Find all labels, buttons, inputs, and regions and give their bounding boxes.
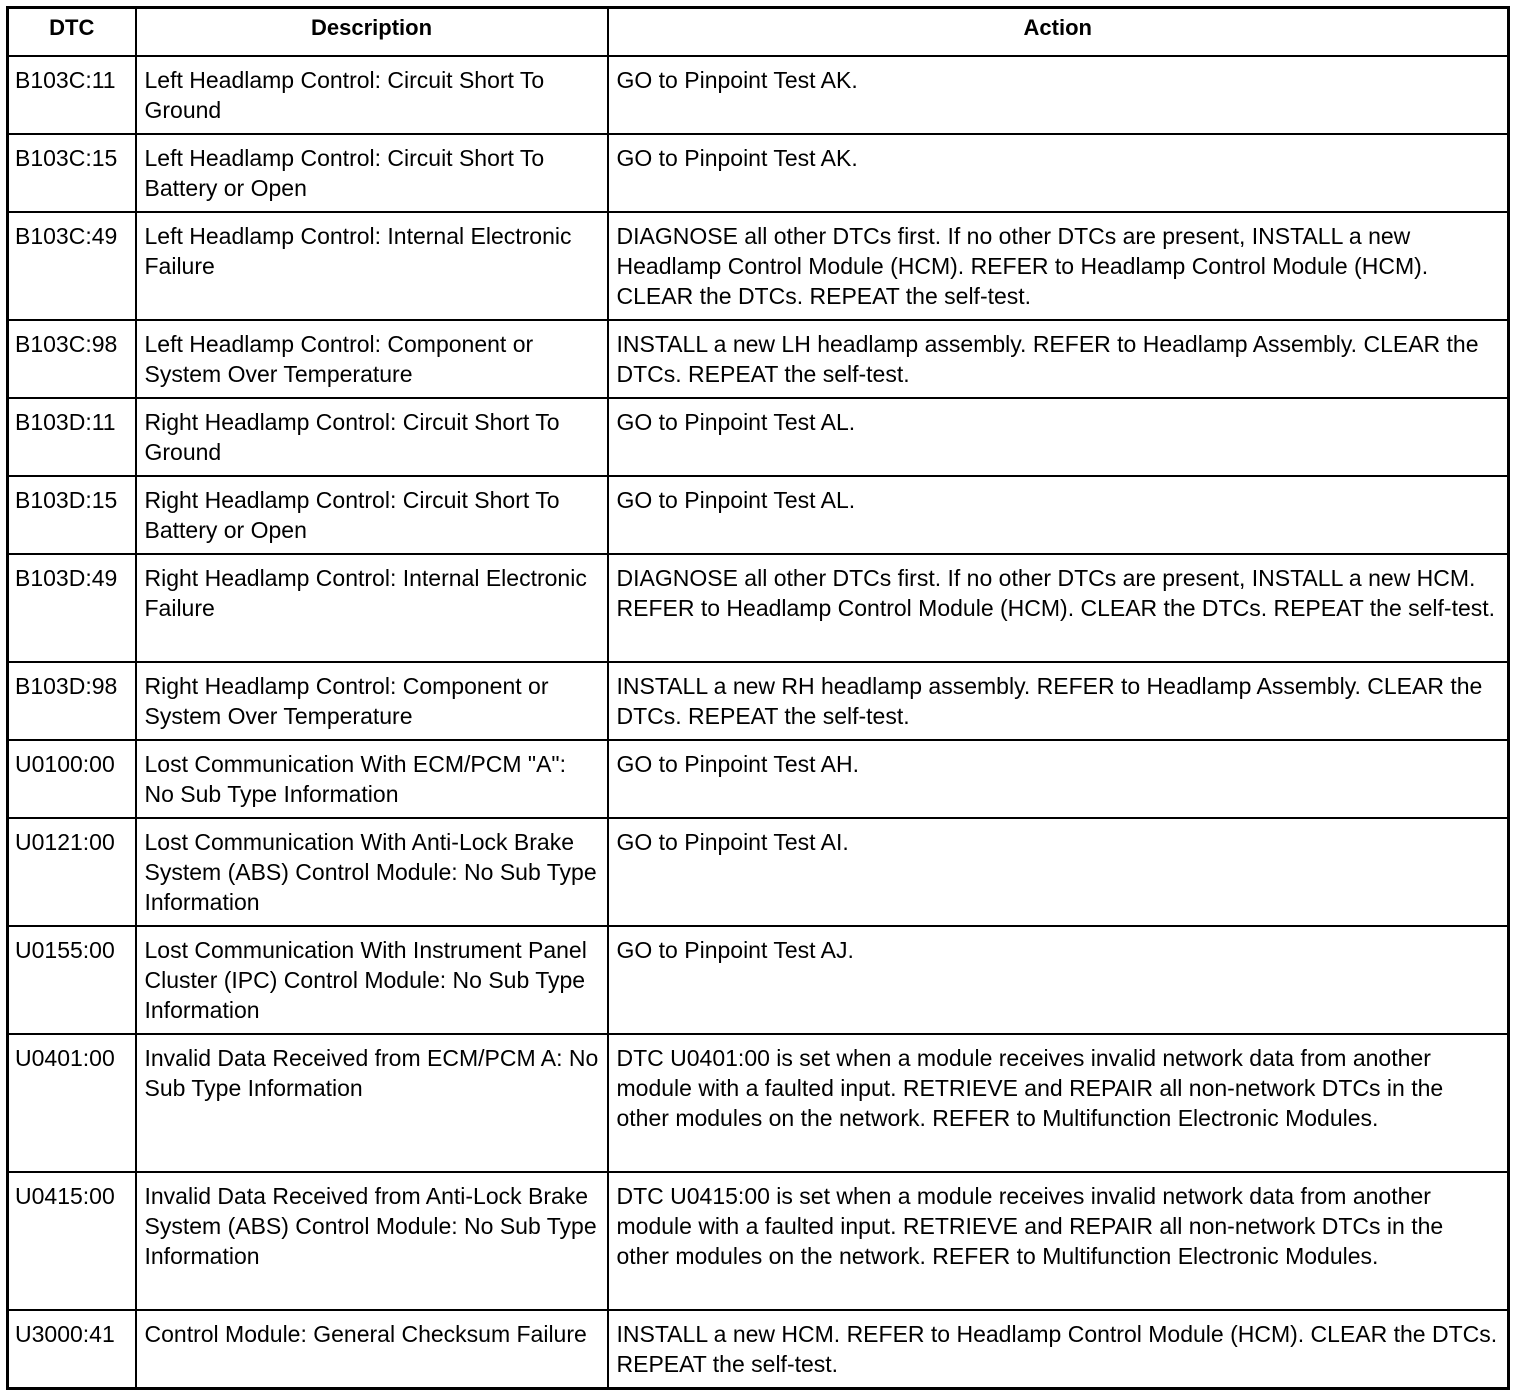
cell-action: GO to Pinpoint Test AL. [608, 476, 1509, 554]
cell-action: GO to Pinpoint Test AK. [608, 134, 1509, 212]
cell-description: Lost Communication With Instrument Panel Cluster (IPC) Control Module: No Sub Type Information [136, 926, 608, 1034]
cell-action: GO to Pinpoint Test AK. [608, 56, 1509, 134]
table-row [8, 1172, 1509, 1310]
table-row [8, 926, 1509, 1034]
table-row [8, 476, 1509, 554]
table-row [8, 1310, 1509, 1389]
cell-action: INSTALL a new LH headlamp assembly. REFER to Headlamp Assembly. CLEAR the DTCs. REPEAT the self-test. [608, 320, 1509, 398]
header-description: Description [136, 8, 608, 57]
table-row [8, 740, 1509, 818]
cell-dtc: U0415:00 [8, 1172, 136, 1310]
cell-dtc: U0121:00 [8, 818, 136, 926]
table-row [8, 212, 1509, 320]
cell-action: GO to Pinpoint Test AI. [608, 818, 1509, 926]
header-dtc: DTC [8, 8, 136, 57]
cell-action: DIAGNOSE all other DTCs first. If no other DTCs are present, INSTALL a new Headlamp Control Module (HCM). REFER to Headlamp Control Module (HCM). CLEAR the DTCs. REPEAT the self-test. [608, 212, 1509, 320]
cell-dtc: B103C:98 [8, 320, 136, 398]
cell-dtc: U0100:00 [8, 740, 136, 818]
table-row [8, 662, 1509, 740]
cell-dtc: B103C:11 [8, 56, 136, 134]
cell-description: Right Headlamp Control: Circuit Short To Ground [136, 398, 608, 476]
cell-action: DTC U0415:00 is set when a module receives invalid network data from another module with a faulted input. RETRIEVE and REPAIR all non-network DTCs in the other modules on the network. REFER to Multifunction Electronic Modules. [608, 1172, 1509, 1310]
cell-action: GO to Pinpoint Test AL. [608, 398, 1509, 476]
header-action: Action [608, 8, 1509, 57]
cell-action: GO to Pinpoint Test AH. [608, 740, 1509, 818]
cell-dtc: B103C:15 [8, 134, 136, 212]
cell-description: Right Headlamp Control: Circuit Short To Battery or Open [136, 476, 608, 554]
cell-dtc: B103C:49 [8, 212, 136, 320]
table-row [8, 134, 1509, 212]
table-row [8, 1034, 1509, 1172]
cell-action: DTC U0401:00 is set when a module receives invalid network data from another module with a faulted input. RETRIEVE and REPAIR all non-network DTCs in the other modules on the network. REFER to Multifunction Electronic Modules. [608, 1034, 1509, 1172]
cell-action: INSTALL a new RH headlamp assembly. REFER to Headlamp Assembly. CLEAR the DTCs. REPEAT the self-test. [608, 662, 1509, 740]
cell-description: Left Headlamp Control: Internal Electronic Failure [136, 212, 608, 320]
table-row [8, 818, 1509, 926]
cell-description: Control Module: General Checksum Failure [136, 1310, 608, 1389]
dtc-table [6, 6, 1510, 1390]
cell-description: Left Headlamp Control: Circuit Short To Ground [136, 56, 608, 134]
cell-dtc: B103D:98 [8, 662, 136, 740]
table-row [8, 56, 1509, 134]
cell-action: DIAGNOSE all other DTCs first. If no other DTCs are present, INSTALL a new HCM. REFER to Headlamp Control Module (HCM). CLEAR the DTCs. REPEAT the self-test. [608, 554, 1509, 662]
cell-description: Lost Communication With ECM/PCM "A": No Sub Type Information [136, 740, 608, 818]
cell-description: Right Headlamp Control: Internal Electronic Failure [136, 554, 608, 662]
cell-dtc: U0155:00 [8, 926, 136, 1034]
cell-dtc: U0401:00 [8, 1034, 136, 1172]
header-row [8, 8, 1509, 57]
cell-action: INSTALL a new HCM. REFER to Headlamp Control Module (HCM). CLEAR the DTCs. REPEAT the self-test. [608, 1310, 1509, 1389]
cell-description: Right Headlamp Control: Component or System Over Temperature [136, 662, 608, 740]
cell-description: Left Headlamp Control: Component or System Over Temperature [136, 320, 608, 398]
cell-dtc: U3000:41 [8, 1310, 136, 1389]
table-row [8, 398, 1509, 476]
cell-action: GO to Pinpoint Test AJ. [608, 926, 1509, 1034]
cell-description: Invalid Data Received from Anti-Lock Brake System (ABS) Control Module: No Sub Type Information [136, 1172, 608, 1310]
cell-description: Lost Communication With Anti-Lock Brake System (ABS) Control Module: No Sub Type Information [136, 818, 608, 926]
cell-dtc: B103D:49 [8, 554, 136, 662]
table-row [8, 320, 1509, 398]
cell-dtc: B103D:15 [8, 476, 136, 554]
cell-description: Left Headlamp Control: Circuit Short To Battery or Open [136, 134, 608, 212]
cell-dtc: B103D:11 [8, 398, 136, 476]
table-row [8, 554, 1509, 662]
cell-description: Invalid Data Received from ECM/PCM A: No Sub Type Information [136, 1034, 608, 1172]
